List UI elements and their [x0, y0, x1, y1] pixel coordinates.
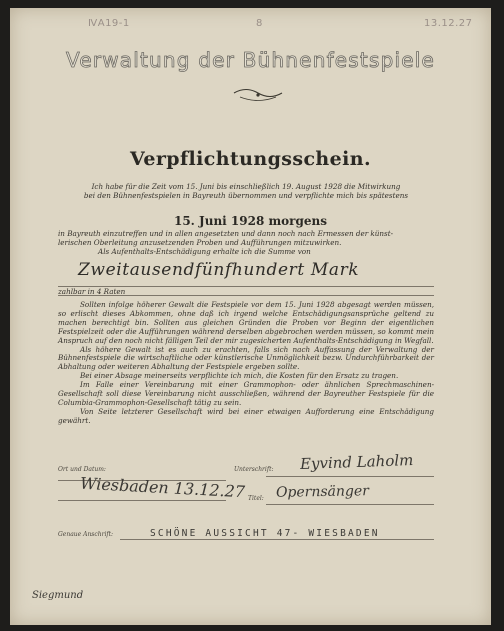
page-number-pencil-mark: 8 — [256, 18, 263, 29]
date-pencil-mark: 13.12.27 — [424, 18, 473, 29]
address-label: Genaue Anschrift: — [58, 531, 114, 538]
bottom-note-handwritten: Siegmund — [32, 590, 84, 601]
place-date-rule-2 — [58, 500, 226, 501]
payable-line: zahlbar in 4 Raten — [58, 287, 126, 296]
sum-handwritten: Zweitausendfünfhundert Mark — [78, 260, 360, 280]
signature-label: Unterschrift: — [234, 466, 274, 473]
place-date-handwritten: Wiesbaden 13.12.27 — [79, 473, 246, 502]
title-rule — [266, 504, 434, 505]
cancellation-paragraph: Bei einer Absage meinerseits verpflichte ich mich, die Kosten für den Ersatz zu tragen. — [80, 371, 399, 381]
letterhead: Verwaltung der Bühnenfestspiele — [65, 48, 436, 72]
arrival-line-2: lerischen Oberleitung anzusetzenden Proben und Aufführungen mitzuwirken. — [58, 237, 342, 247]
place-date-label: Ort und Datum: — [58, 466, 106, 473]
intro-line-2: bei den Bühnenfestspielen in Bayreuth übernommen und verpflichte mich bis spätestens — [83, 190, 409, 200]
signature-handwritten: Eyvind Laholm — [299, 451, 414, 473]
signature-rule — [266, 476, 434, 477]
payable-rule — [58, 295, 434, 296]
compensation-paragraph: Von Seite letzterer Gesellschaft wird bei einer etwaigen Aufforderung eine Entschädigung gewährt. — [58, 406, 434, 425]
arrival-text — [58, 230, 434, 257]
gramophone-paragraph: Im Falle einer Vereinbarung mit einer Grammophon- oder ähnlichen Sprechmaschinen-Gesellschaft soll diese Vereinbarung nicht ausschließen, während der Bayreuther Festspiele für die Columbia-Grammophon-Gesellschaft tätig zu sein. — [58, 380, 434, 407]
intro-line-1: Ich habe für die Zeit vom 15. Juni bis einschließlich 19. August 1928 die Mitwirkung — [91, 182, 401, 191]
force-majeure-paragraph-2: Als höhere Gewalt ist es auch zu erachten, falls sich nach Auffassung der Verwaltung der Bühnenfestspiele die wirtschaftliche oder künstlerische Unmöglichkeit bezw. Undurchführbarkeit der Abhaltung oder weiteren Abhaltung der Festspiele ergeben sollte. — [58, 344, 434, 372]
address-handwritten: SCHÖNE AUSSICHT 47- WIESBADEN — [150, 528, 380, 539]
title-label: Titel: — [248, 495, 264, 502]
arrival-line-1: in Bayreuth einzutreffen und in allen angesetzten und dann noch nach Ermessen der künst- — [58, 229, 394, 238]
title-handwritten: Opernsänger — [275, 483, 370, 501]
force-majeure-paragraph: Sollten infolge höherer Gewalt die Festspiele vor dem 15. Juni 1928 abgesagt werden müssen, so erlischt dieses Abkommen, ohne daß ich irgend welche Entschädigungsansprüche geltend zu machen berechtigt bin. Sollten aus gleichen Gründen die Proben vor Beginn der eigentlichen Festspielzeit oder die Aufführungen während derselben abgebrochen werden müssen, so kommt mein Anspruch auf den noch nicht fälligen Teil der mir zugesicherten Aufenthalts-Entschädigung in Wegfall. — [58, 300, 434, 345]
flourish-ornament — [230, 84, 286, 106]
archive-pencil-mark: ⅣA19-1 — [88, 18, 130, 29]
document-title: Verpflichtungsschein. — [130, 148, 371, 170]
address-rule — [120, 539, 434, 540]
arrival-deadline: 15. Juni 1928 morgens — [173, 214, 328, 228]
sum-intro: Als Aufenthalts-Entschädigung erhalte ich die Summe von — [98, 246, 311, 256]
conditions-text — [58, 301, 434, 426]
contract-sheet — [10, 8, 491, 625]
intro-text — [58, 183, 434, 201]
